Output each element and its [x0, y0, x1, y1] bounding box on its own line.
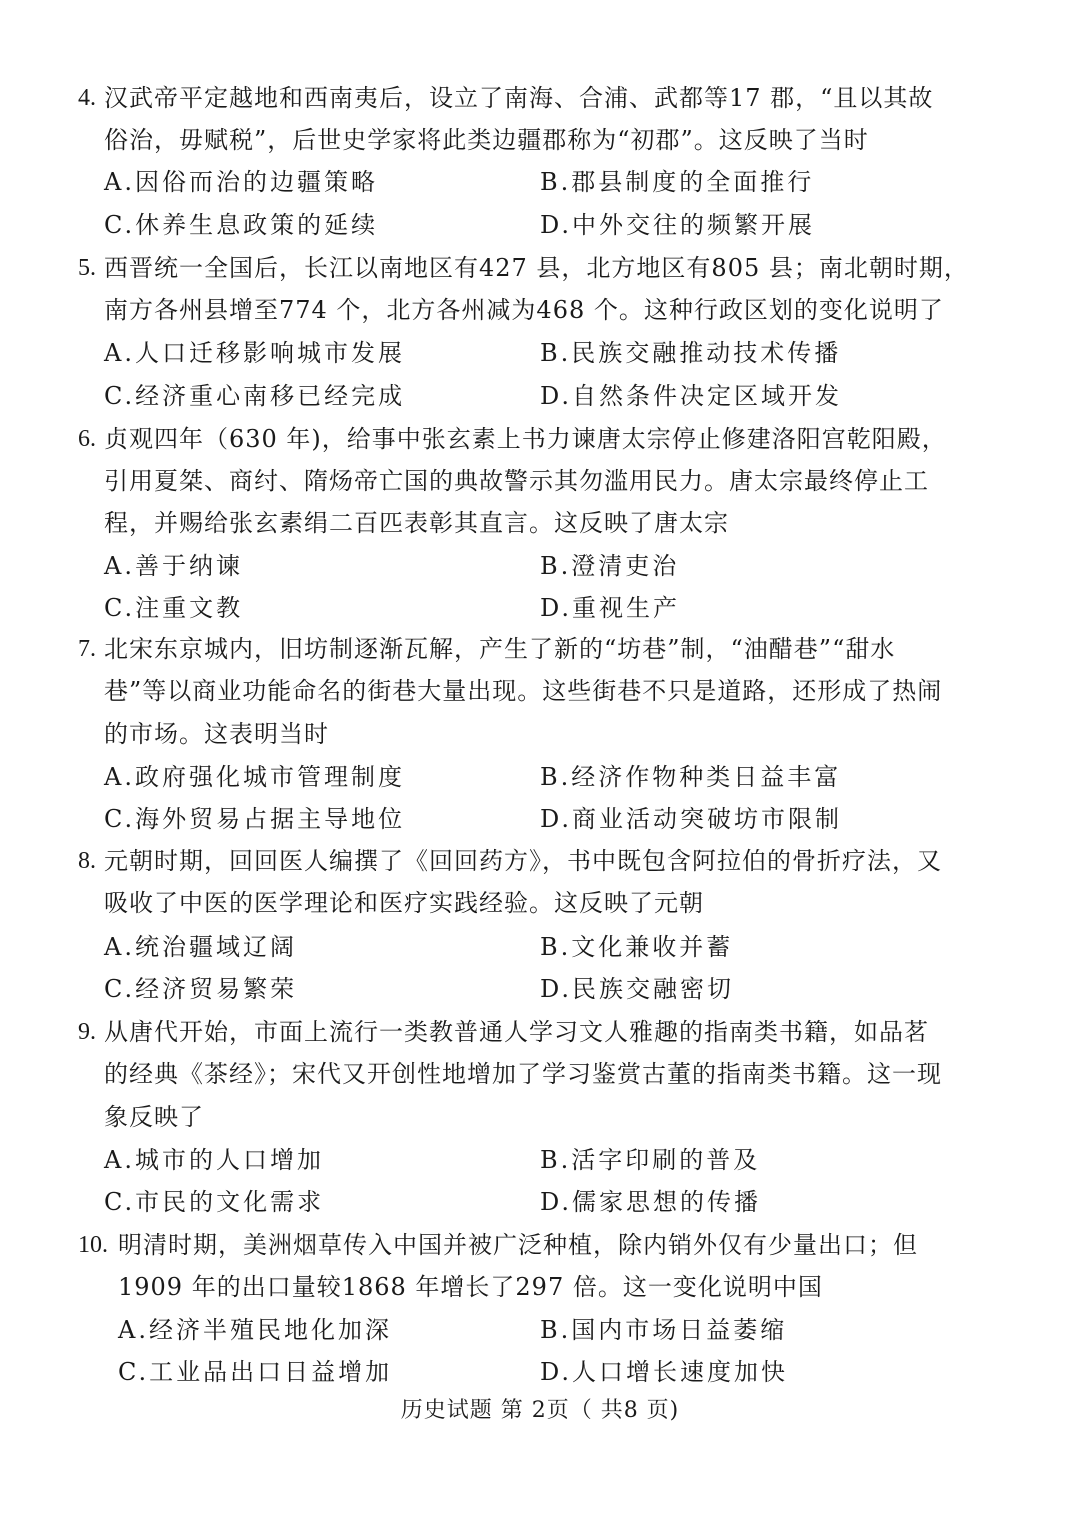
question-stem-line: 引用夏桀、商纣、隋炀帝亡国的典故警示其勿滥用民力。唐太宗最终停止工 — [104, 467, 929, 495]
option-b: B.经济作物种类日益丰富 — [540, 763, 842, 791]
option-a: A.因俗而治的边疆策略 — [104, 168, 378, 196]
question-stem-line: 西晋统一全国后，长江以南地区有427 县，北方地区有805 县；南北朝时期， — [104, 254, 969, 282]
option-d: D.中外交往的频繁开展 — [540, 211, 816, 239]
question-stem-line: 南方各州县增至774 个，北方各州减为468 个。这种行政区划的变化说明了 — [104, 296, 944, 324]
question-stem-line: 的市场。这表明当时 — [104, 720, 329, 748]
option-c: C.经济贸易繁荣 — [104, 975, 298, 1003]
question-stem-line: 元朝时期，回回医人编撰了《回回药方》，书中既包含阿拉伯的骨折疗法，又 — [104, 847, 942, 875]
question-number: 9. — [78, 1019, 96, 1045]
option-b: B.文化兼收并蓄 — [540, 933, 734, 961]
question-stem-line: 从唐代开始，市面上流行一类教普通人学习文人雅趣的指南类书籍，如品茗 — [104, 1018, 929, 1046]
option-c: C.注重文教 — [104, 594, 244, 622]
option-a: A.人口迁移影响城市发展 — [104, 339, 405, 367]
question-stem-line: 北宋东京城内，旧坊制逐渐瓦解，产生了新的“坊巷”制，“油醋巷”“甜水 — [104, 635, 896, 663]
question-stem-line: 象反映了 — [104, 1103, 204, 1131]
option-b: B.国内市场日益萎缩 — [540, 1316, 788, 1344]
question-stem-line: 俗治，毋赋税”，后世史学家将此类边疆郡称为“初郡”。这反映了当时 — [104, 126, 869, 154]
question-stem-line: 吸收了中医的医学理论和医疗实践经验。这反映了元朝 — [104, 889, 704, 917]
option-a: A.政府强化城市管理制度 — [104, 763, 405, 791]
question-stem-line: 的经典《茶经》；宋代又开创性地增加了学习鉴赏古董的指南类书籍。这一现 — [104, 1060, 942, 1088]
option-c: C.市民的文化需求 — [104, 1188, 325, 1216]
option-d: D.自然条件决定区域开发 — [540, 382, 843, 410]
option-d: D.儒家思想的传播 — [540, 1188, 762, 1216]
option-c: C.休养生息政策的延续 — [104, 211, 379, 239]
option-d: D.重视生产 — [540, 594, 681, 622]
question-number: 8. — [78, 848, 96, 874]
option-b: B.活字印刷的普及 — [540, 1146, 761, 1174]
option-d: D.民族交融密切 — [540, 975, 735, 1003]
question-number: 7. — [78, 636, 96, 662]
question-stem-line: 程，并赐给张玄素绢二百匹表彰其直言。这反映了唐太宗 — [104, 509, 729, 537]
option-d: D.人口增长速度加快 — [540, 1358, 789, 1386]
option-c: C.经济重心南移已经完成 — [104, 382, 406, 410]
option-a: A.城市的人口增加 — [104, 1146, 324, 1174]
question-stem-line: 汉武帝平定越地和西南夷后，设立了南海、合浦、武都等17 郡，“且以其故 — [104, 84, 934, 112]
page-footer: 历史试题 第 2页（ 共8 页) — [400, 1398, 680, 1423]
option-c: C.工业品出口日益增加 — [118, 1358, 393, 1386]
option-a: A.善于纳谏 — [104, 552, 243, 580]
option-a: A.统治疆域辽阔 — [104, 933, 297, 961]
question-number: 6. — [78, 426, 96, 452]
question-stem-line: 1909 年的出口量较1868 年增长了297 倍。这一变化说明中国 — [118, 1273, 823, 1301]
option-c: C.海外贸易占据主导地位 — [104, 805, 406, 833]
question-stem-line: 明清时期，美洲烟草传入中国并被广泛种植，除内销外仅有少量出口；但 — [118, 1231, 918, 1259]
question-stem-line: 贞观四年（630 年)，给事中张玄素上书力谏唐太宗停止修建洛阳宫乾阳殿， — [104, 425, 947, 453]
question-number: 4. — [78, 85, 96, 111]
question-number: 5. — [78, 255, 96, 281]
option-b: B.澄清吏治 — [540, 552, 680, 580]
option-b: B.郡县制度的全面推行 — [540, 168, 815, 196]
question-stem-line: 巷”等以商业功能命名的街巷大量出现。这些街巷不只是道路，还形成了热闹 — [104, 677, 943, 705]
question-number: 10. — [78, 1232, 108, 1258]
option-d: D.商业活动突破坊市限制 — [540, 805, 843, 833]
option-b: B.民族交融推动技术传播 — [540, 339, 842, 367]
option-a: A.经济半殖民地化加深 — [118, 1316, 392, 1344]
